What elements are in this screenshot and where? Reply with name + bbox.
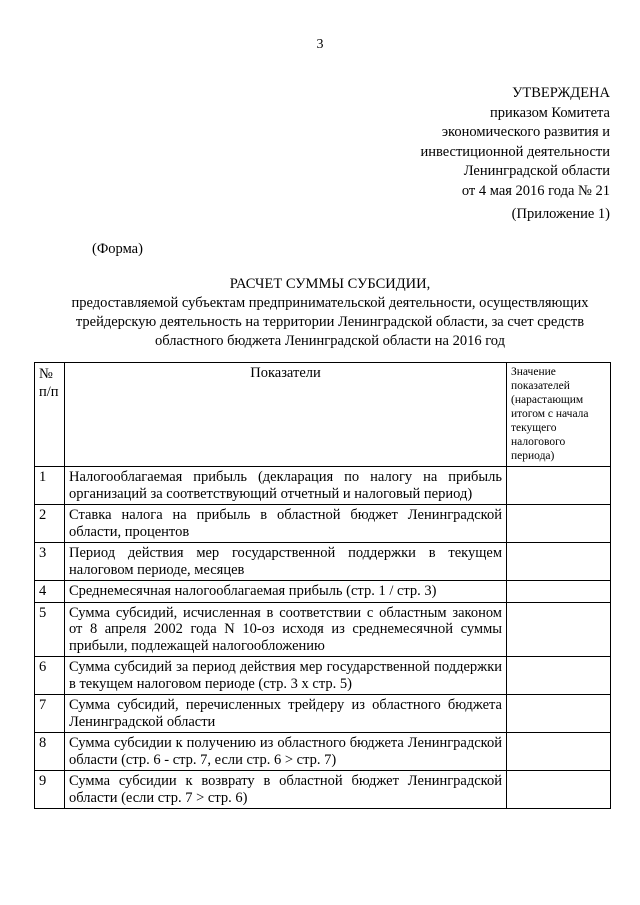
row-indicator: Сумма субсидий, исчисленная в соответствии с областным законом от 8 апреля 2002 года N 10-оз исходя из среднемесячной суммы прибыли, подлежащей налогообложению [65, 602, 507, 657]
row-value [507, 771, 611, 809]
row-value [507, 657, 611, 695]
table-header-row [35, 363, 611, 467]
row-number: 8 [35, 733, 65, 771]
table-row [35, 771, 611, 809]
approval-line: от 4 мая 2016 года № 21 [461, 182, 610, 199]
row-number: 4 [35, 581, 65, 603]
approval-line: экономического развития и [441, 124, 610, 140]
table-row [35, 581, 611, 603]
table-row [35, 543, 611, 581]
row-indicator: Сумма субсидии к возврату в областной бюджет Ленинградской области (если стр. 7 > стр. 6) [65, 771, 507, 809]
row-indicator: Период действия мер государственной поддержки в текущем налоговом периоде, месяцев [65, 543, 507, 581]
approval-line: Ленинградской области [463, 163, 610, 179]
row-indicator: Сумма субсидий за период действия мер государственной поддержки в текущем налоговом периоде (стр. 3 х стр. 5) [65, 657, 507, 695]
row-indicator: Налогооблагаемая прибыль (декларация по налогу на прибыль организаций за соответствующий отчетный и налоговый период) [65, 467, 507, 505]
appendix-label: (Приложение 1) [511, 206, 610, 222]
table-row [35, 467, 611, 505]
document-title [40, 275, 620, 351]
row-number: 5 [35, 602, 65, 657]
row-number: 7 [35, 695, 65, 733]
row-indicator: Ставка налога на прибыль в областной бюджет Ленинградской области, процентов [65, 505, 507, 543]
row-number: 1 [35, 467, 65, 505]
approval-line: инвестиционной деятельности [420, 143, 610, 160]
row-value [507, 467, 611, 505]
approval-line: УТВЕРЖДЕНА [512, 85, 610, 101]
table-row [35, 505, 611, 543]
row-indicator: Среднемесячная налогооблагаемая прибыль (стр. 1 / стр. 3) [65, 581, 507, 603]
page-number: 3 [316, 37, 324, 52]
row-indicator: Сумма субсидии к получению из областного бюджета Ленинградской области (стр. 6 - стр. 7, если стр. 6 > стр. 7) [65, 733, 507, 771]
table-row [35, 602, 611, 657]
row-value [507, 505, 611, 543]
row-value [507, 733, 611, 771]
row-value [507, 695, 611, 733]
row-number: 2 [35, 505, 65, 543]
calculation-table [34, 362, 611, 809]
row-value [507, 581, 611, 603]
row-value [507, 543, 611, 581]
row-indicator: Сумма субсидий, перечисленных трейдеру из областного бюджета Ленинградской области [65, 695, 507, 733]
row-value [507, 602, 611, 657]
table-row [35, 733, 611, 771]
row-number: 9 [35, 771, 65, 809]
form-label: (Форма) [92, 241, 143, 257]
title-main: РАСЧЕТ СУММЫ СУБСИДИИ, [229, 276, 431, 292]
table-row [35, 657, 611, 695]
row-number: 6 [35, 657, 65, 695]
approval-line: приказом Комитета [489, 104, 610, 121]
header-number: № п/п [35, 363, 65, 467]
row-number: 3 [35, 543, 65, 581]
header-value: Значение показателей (нарастающим итогом с начала текущего налогового периода) [507, 363, 611, 467]
title-subtitle: предоставляемой субъектам предпринимательской деятельности, осуществляющих трейдерскую деятельность на территории Ленинградской области, за счет средств областного бюджета Ленинградской области на 2016 год [71, 295, 589, 349]
approval-block [420, 84, 610, 201]
table-row [35, 695, 611, 733]
header-indicators: Показатели [65, 363, 507, 467]
